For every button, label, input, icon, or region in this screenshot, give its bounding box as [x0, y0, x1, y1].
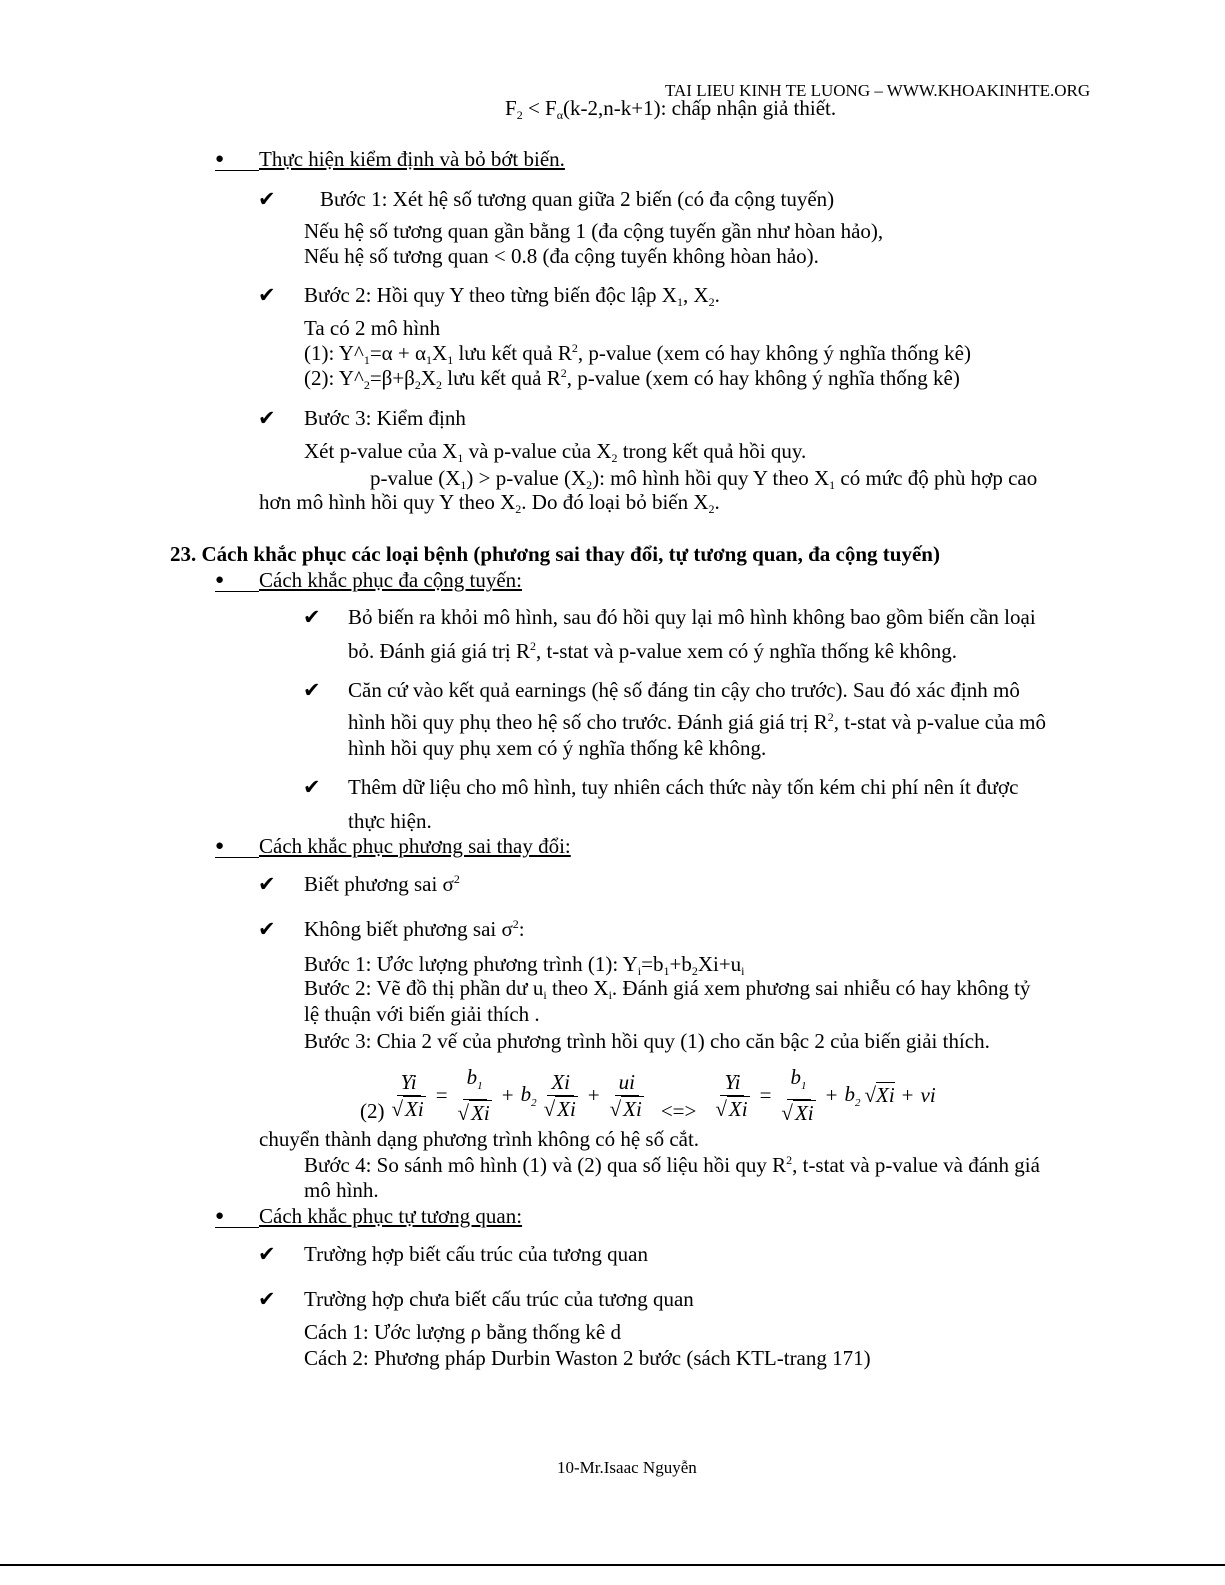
formula-transformation: (2) $\frac{Yi}{√Xi}$ = $\frac{b_1}{√Xi}$ + $b_2$ $\frac{Xi}{√Xi}$ + $\frac{ui}{√Xi}$ <=> $\frac{Yi}{√Xi}$ = $\frac{b_1}{√Xi}$ + $b_2$ √Xi + vi [360, 1065, 936, 1126]
checklist-item: Không biết phương sai $\sigma^2$: [304, 917, 525, 941]
checklist-item: Bỏ biến ra khỏi mô hình, sau đó hồi quy lại mô hình không bao gồm biến cần loại [348, 605, 1036, 629]
text-line: Cách 1: Ước lượng ρ bằng thống kê d [304, 1320, 621, 1344]
text-line: lệ thuận với biến giải thích . [304, 1002, 540, 1026]
text-line: Nếu hệ số tương quan < 0.8 (đa cộng tuyến không hòan hảo). [304, 244, 819, 268]
checkmark-icon: ✔ [303, 605, 321, 629]
page-header: TAI LIEU KINH TE LUONG – WWW.KHOAKINHTE.ORG [665, 81, 1091, 100]
checklist-item: Bước 1: Xét hệ số tương quan giữa 2 biến (có đa cộng tuyến) [320, 187, 835, 211]
checkmark-icon: ✔ [303, 678, 321, 702]
coef-b2: $b_2$ [520, 1081, 537, 1109]
formula-label: (2) [360, 1099, 385, 1124]
checklist-item: Trường hợp biết cấu trúc của tương quan [304, 1242, 648, 1266]
page-bottom-rule [0, 1564, 1225, 1566]
text-line: Ta có 2 mô hình [304, 316, 441, 340]
text-line: p-value $(X_1)$ > p-value $(X_2)$: mô hình hồi quy Y theo $X_1$ có mức độ phù hợp cao [370, 466, 1038, 492]
checklist-item: Thêm dữ liệu cho mô hình, tuy nhiên cách thức này tốn kém chi phí nên ít được [348, 775, 1019, 799]
text-line: chuyển thành dạng phương trình không có hệ số cắt. [259, 1127, 700, 1151]
text-line: Nếu hệ số tương quan gần bằng 1 (đa cộng tuyến gần như hòan hảo), [304, 219, 884, 243]
text-line: thực hiện. [348, 809, 432, 833]
fraction: $\frac{b_1}{√Xi}$ [457, 1065, 490, 1126]
fraction: $\frac{b_1}{√Xi}$ [781, 1065, 814, 1126]
checklist-item: Biết phương sai $\sigma^2$ [304, 872, 460, 896]
page-footer: 10-Mr.Isaac Nguyễn [557, 1458, 697, 1477]
fraction: $\frac{Yi}{√Xi}$ [391, 1069, 424, 1121]
bullet-underline [215, 170, 259, 171]
text-line: Bước 2: Vẽ đồ thị phần dư $u_i$ theo $X_i$. Đánh giá xem phương sai nhiễu có hay không tỷ [304, 976, 1031, 1002]
fraction: $\frac{Xi}{√Xi}$ [543, 1069, 576, 1121]
text-line: hơn mô hình hồi quy Y theo $X_2$. Do đó loại bỏ biến $X_2$. [259, 490, 720, 516]
bullet-heading: Cách khắc phục tự tương quan: [259, 1204, 523, 1228]
text-line: Bước 4: So sánh mô hình (1) và (2) qua số liệu hồi quy $R^2$, t-stat và p-value và đánh giá [304, 1153, 1040, 1177]
bullet-icon: ● [215, 838, 225, 854]
text-line: mô hình. [304, 1178, 379, 1202]
text-line: (1): $Y\^{}_1=\alpha + \alpha_1X_1$ lưu kết quả $R^2$, p-value (xem có hay không ý nghĩa thống kê) [304, 341, 971, 367]
bullet-icon: ● [215, 1208, 225, 1224]
checklist-item: Bước 3: Kiểm định [304, 406, 466, 430]
checkmark-icon: ✔ [258, 1287, 276, 1311]
text-line: Cách 2: Phương pháp Durbin Waston 2 bước (sách KTL-trang 171) [304, 1346, 871, 1370]
bullet-icon: ● [215, 572, 225, 588]
text-line: Bước 3: Chia 2 vế của phương trình hồi quy (1) cho căn bậc 2 của biến giải thích. [304, 1029, 990, 1053]
checkmark-icon: ✔ [258, 283, 276, 307]
text-line: hình hồi quy phụ xem có ý nghĩa thống kê không. [348, 736, 767, 760]
checkmark-icon: ✔ [303, 775, 321, 799]
bullet-heading: Cách khắc phục đa cộng tuyến: [259, 568, 522, 592]
checklist-item: Căn cứ vào kết quả earnings (hệ số đáng tin cậy cho trước). Sau đó xác định mô [348, 678, 1020, 702]
bullet-underline [215, 857, 259, 858]
coef-b2: $b_2$ [844, 1081, 861, 1109]
fraction: $\frac{Yi}{√Xi}$ [715, 1069, 748, 1121]
checkmark-icon: ✔ [258, 187, 276, 211]
checkmark-icon: ✔ [258, 1242, 276, 1266]
checkmark-icon: ✔ [258, 406, 276, 430]
text-line: bỏ. Đánh giá giá trị $R^2$, t-stat và p-value xem có ý nghĩa thống kê không. [348, 639, 958, 663]
checklist-item: Bước 2: Hồi quy Y theo từng biến độc lập $X_1$, $X_2$. [304, 283, 720, 309]
sqrt-xi: √Xi [864, 1082, 895, 1107]
text-line: $F_2 < F_\alpha(k-2,n-k+1)$: chấp nhận giả thiết. [505, 96, 837, 122]
text-line: (2): $Y\^{}_2=\beta+\beta_2X_2$ lưu kết quả $R^2$, p-value (xem có hay không ý nghĩa thống kê) [304, 366, 960, 392]
bullet-underline [215, 591, 259, 592]
checkmark-icon: ✔ [258, 872, 276, 896]
bullet-icon: ● [215, 151, 225, 167]
text-line: hình hồi quy phụ theo hệ số cho trước. Đánh giá giá trị $R^2$, t-stat và p-value của mô [348, 710, 1047, 734]
checklist-item: Trường hợp chưa biết cấu trúc của tương quan [304, 1287, 694, 1311]
bullet-heading: Thực hiện kiểm định và bỏ bớt biến. [259, 147, 565, 171]
section-heading: 23. Cách khắc phục các loại bệnh (phương sai thay đổi, tự tương quan, đa cộng tuyến) [170, 542, 940, 566]
fraction: $\frac{ui}{√Xi}$ [609, 1069, 642, 1121]
text-line: Bước 1: Ước lượng phương trình (1): $Y_i=b_1+b_2Xi+u_i$ [304, 952, 745, 978]
bullet-heading: Cách khắc phục phương sai thay đổi: [259, 834, 571, 858]
bullet-underline [215, 1227, 259, 1228]
text-line: Xét p-value của $X_1$ và p-value của $X_2$ trong kết quả hồi quy. [304, 439, 807, 465]
checkmark-icon: ✔ [258, 917, 276, 941]
equivalence-arrow: <=> [660, 1099, 697, 1124]
